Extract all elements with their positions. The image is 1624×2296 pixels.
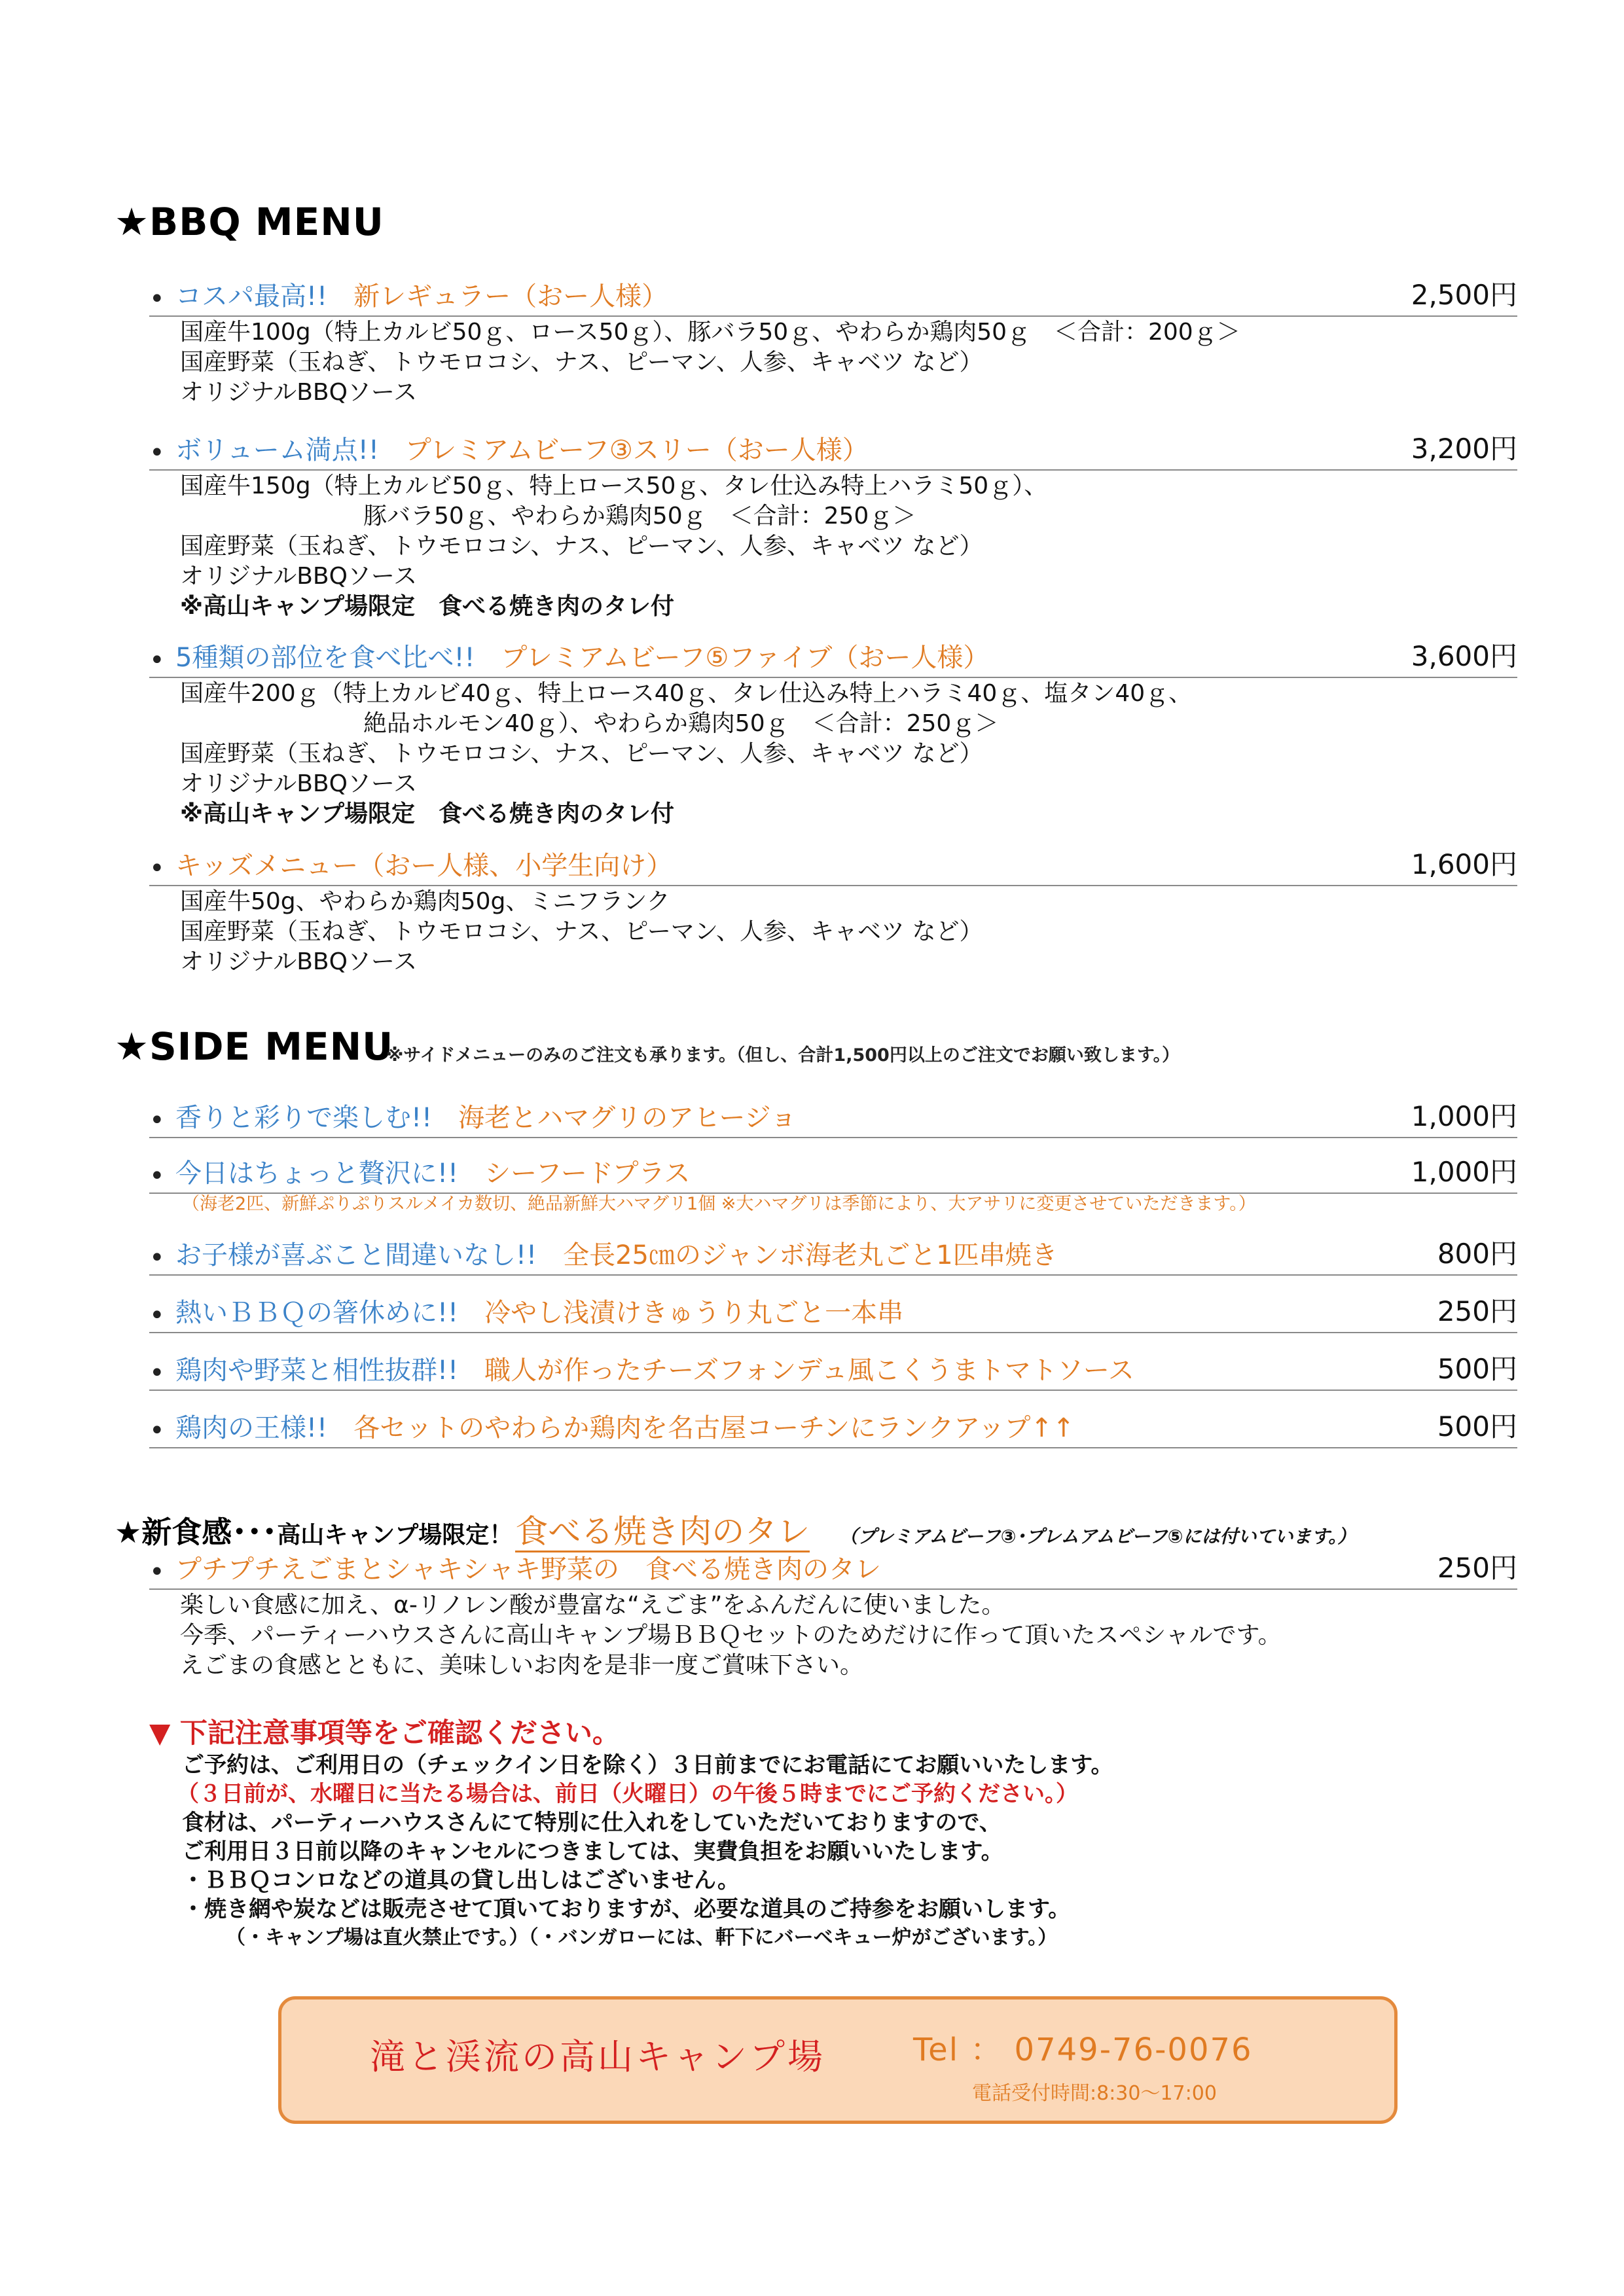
item-note: ※高山キャンプ場限定 食べる焼き肉のタレ付 bbox=[180, 800, 674, 827]
item-name: 新レギュラー（おー人様） bbox=[353, 281, 668, 312]
bbq-item-premium-five bbox=[149, 636, 1517, 678]
item-detail: 国産野菜（玉ねぎ、トウモロコシ、ナス、ピーマン、人参、キャベツ など） bbox=[180, 349, 983, 376]
item-title bbox=[175, 276, 668, 313]
side-menu-title: ★SIDE MENU bbox=[115, 1024, 394, 1069]
item-name: キッズメニュー（おー人様、小学生向け） bbox=[175, 851, 673, 881]
notice-line: ご予約は、ご利用日の（チェックイン日を除く）３日前までにお電話にてお願いいたします。 bbox=[182, 1752, 1113, 1778]
notice-line: 食材は、パーティーハウスさんにて特別に仕入れをしていただいておりますので、 bbox=[182, 1810, 1001, 1836]
bbq-item-regular bbox=[149, 275, 1517, 317]
item-name: 冷やし浅漬けきゅうり丸ごと一本串 bbox=[484, 1298, 904, 1328]
sauce-title-mid: 高山キャンプ場限定！ bbox=[277, 1522, 513, 1549]
bbq-item-premium-three bbox=[149, 429, 1517, 471]
side-item-tomato-sauce bbox=[149, 1349, 1517, 1391]
item-detail: 豚バラ50ｇ、やわらか鶏肉50ｇ ＜合計：250ｇ＞ bbox=[363, 503, 916, 529]
item-name: プレミアムビーフ③スリー（おー人様） bbox=[405, 435, 869, 465]
item-title bbox=[175, 1292, 903, 1329]
item-price: 1,000円 bbox=[1411, 1100, 1517, 1132]
item-detail: 国産牛150g（特上カルビ50ｇ、特上ロース50ｇ、タレ仕込み特上ハラミ50ｇ）、 bbox=[180, 473, 1048, 499]
side-item-ajillo bbox=[149, 1096, 1517, 1138]
bullet: • bbox=[149, 1300, 165, 1331]
item-tag: ボリューム満点!! bbox=[175, 435, 379, 465]
item-detail: 国産野菜（玉ねぎ、トウモロコシ、ナス、ピーマン、人参、キャベツ など） bbox=[180, 533, 983, 560]
item-name: 各セットのやわらか鶏肉を名古屋コーチンにランクアップ↑↑ bbox=[353, 1413, 1075, 1443]
item-price: 2,500円 bbox=[1411, 279, 1517, 311]
bullet: • bbox=[149, 1358, 165, 1388]
notice-line: ・ＢＢＱコンロなどの道具の貸し出しはございません。 bbox=[182, 1867, 740, 1893]
item-tag: コスパ最高!! bbox=[175, 281, 328, 312]
item-detail: オリジナルBBQソース bbox=[180, 379, 418, 406]
item-name: プレミアムビーフ⑤ファイブ（おー人様） bbox=[501, 643, 990, 673]
item-detail: えごまの食感とともに、美味しいお肉を是非一度ご賞味下さい。 bbox=[180, 1652, 864, 1679]
item-title bbox=[175, 429, 869, 467]
item-detail: 国産牛50g、やわらか鶏肉50g、ミニフランク bbox=[180, 888, 670, 915]
item-sub-note: （海老2匹、新鮮ぷりぷりスルメイカ数切、絶品新鮮大ハマグリ1個 ※大ハマグリは季節により、大アサリに変更させていただきます。） bbox=[182, 1194, 1256, 1214]
item-tag: 鶏肉や野菜と相性抜群!! bbox=[175, 1355, 459, 1386]
sauce-title-prefix: ★新食感･･･ bbox=[115, 1515, 278, 1550]
item-detail: 国産牛200ｇ（特上カルビ40ｇ、特上ロース40ｇ、タレ仕込み特上ハラミ40ｇ、塩タン40ｇ、 bbox=[180, 680, 1193, 707]
item-name: 全長25㎝のジャンボ海老丸ごと1匹串焼き bbox=[563, 1240, 1058, 1270]
item-tag: お子様が喜ぶこと間違いなし!! bbox=[175, 1240, 537, 1270]
item-detail: オリジナルBBQソース bbox=[180, 948, 418, 975]
sauce-title bbox=[115, 1505, 1356, 1552]
side-item-seafood-plus bbox=[149, 1152, 1517, 1194]
phone-number: Tel ： 0749-76-0076 bbox=[913, 2032, 1253, 2068]
notice-line: ご利用日３日前以降のキャンセルにつきましては、実費負担をお願いいたします。 bbox=[182, 1839, 1003, 1865]
item-price: 1,000円 bbox=[1411, 1156, 1517, 1188]
item-tag: 香りと彩りで楽しむ!! bbox=[175, 1103, 433, 1133]
notice-heading: ▼ 下記注意事項等をご確認ください。 bbox=[149, 1717, 620, 1749]
item-detail: 楽しい食感に加え、α-リノレン酸が豊富な“えごま”をふんだんに使いました。 bbox=[180, 1592, 1005, 1619]
item-price: 3,600円 bbox=[1411, 640, 1517, 672]
notice-line: （・キャンプ場は直火禁止です。）（・バンガローには、軒下にバーベキュー炉がございます。） bbox=[226, 1926, 1058, 1949]
bullet: • bbox=[149, 284, 165, 314]
item-detail: 今季、パーティーハウスさんに高山キャンプ場ＢＢＱセットのためだけに作って頂いたスペシャルです。 bbox=[180, 1622, 1282, 1649]
phone-hours: 電話受付時間:8:30～17:00 bbox=[972, 2082, 1217, 2105]
bbq-menu-title: ★BBQ MENU bbox=[115, 200, 384, 244]
side-item-nagoya-cochin bbox=[149, 1407, 1517, 1448]
bullet: • bbox=[149, 1161, 165, 1191]
bullet: • bbox=[149, 1557, 165, 1587]
side-menu-note: ※サイドメニューのみのご注文も承ります。（但し、合計1,500円以上のご注文でお願い致します。） bbox=[386, 1045, 1180, 1066]
item-name: シーフードプラス bbox=[484, 1158, 691, 1189]
sauce-title-main: 食べる焼き肉のタレ bbox=[515, 1513, 810, 1552]
item-price: 3,200円 bbox=[1411, 433, 1517, 465]
item-title bbox=[175, 1153, 690, 1190]
item-detail: オリジナルBBQソース bbox=[180, 563, 418, 590]
item-title bbox=[175, 1234, 1058, 1272]
sauce-item bbox=[149, 1548, 1517, 1590]
item-detail: 絶品ホルモン40ｇ）、やわらか鶏肉50ｇ ＜合計：250ｇ＞ bbox=[363, 710, 999, 737]
item-title bbox=[175, 1097, 797, 1134]
item-price: 250円 bbox=[1437, 1295, 1517, 1327]
item-detail: 国産野菜（玉ねぎ、トウモロコシ、ナス、ピーマン、人参、キャベツ など） bbox=[180, 740, 983, 767]
camp-name: 滝と渓流の高山キャンプ場 bbox=[370, 2036, 825, 2077]
item-title bbox=[175, 637, 989, 674]
bullet: • bbox=[149, 1416, 165, 1446]
item-tag: 5種類の部位を食べ比べ!! bbox=[175, 643, 475, 673]
item-price: 500円 bbox=[1437, 1353, 1517, 1385]
contact-box bbox=[278, 1996, 1398, 2124]
item-note: ※高山キャンプ場限定 食べる焼き肉のタレ付 bbox=[180, 593, 674, 620]
item-price: 250円 bbox=[1437, 1552, 1517, 1584]
item-name: プチプチえごまとシャキシャキ野菜の 食べる焼き肉のタレ bbox=[175, 1554, 881, 1585]
item-price: 800円 bbox=[1437, 1238, 1517, 1270]
item-detail: 国産牛100g（特上カルビ50ｇ、ロース50ｇ）、豚バラ50ｇ、やわらか鶏肉50ｇ ＜合計：200ｇ＞ bbox=[180, 319, 1240, 346]
item-name: 海老とハマグリのアヒージョ bbox=[458, 1103, 797, 1133]
item-detail: オリジナルBBQソース bbox=[180, 770, 418, 797]
item-detail: 国産野菜（玉ねぎ、トウモロコシ、ナス、ピーマン、人参、キャベツ など） bbox=[180, 918, 983, 945]
bbq-item-kids bbox=[149, 844, 1517, 886]
item-tag: 鶏肉の王様!! bbox=[175, 1413, 328, 1443]
bullet: • bbox=[149, 853, 165, 884]
bullet: • bbox=[149, 1243, 165, 1273]
bullet: • bbox=[149, 438, 165, 468]
notice-line-highlight: （３日前が、水曜日に当たる場合は、前日（火曜日）の午後５時までにご予約ください。） bbox=[177, 1781, 1078, 1807]
side-item-cucumber bbox=[149, 1291, 1517, 1333]
item-tag: 今日はちょっと贅沢に!! bbox=[175, 1158, 459, 1189]
side-item-jumbo-shrimp bbox=[149, 1234, 1517, 1276]
item-name: 職人が作ったチーズフォンデュ風こくうまトマトソース bbox=[484, 1355, 1134, 1386]
bullet: • bbox=[149, 1105, 165, 1136]
item-tag: 熱いＢＢＱの箸休めに!! bbox=[175, 1298, 459, 1328]
bullet: • bbox=[149, 645, 165, 675]
item-price: 500円 bbox=[1437, 1410, 1517, 1443]
item-title bbox=[175, 1350, 1134, 1387]
item-price: 1,600円 bbox=[1411, 848, 1517, 880]
notice-line: ・焼き網や炭などは販売させて頂いておりますが、必要な道具のご持参をお願いします。 bbox=[182, 1896, 1071, 1922]
item-title bbox=[175, 1407, 1075, 1444]
sauce-title-note: （プレミアムビーフ③･プレムアムビーフ⑤には付いています。） bbox=[839, 1526, 1356, 1547]
